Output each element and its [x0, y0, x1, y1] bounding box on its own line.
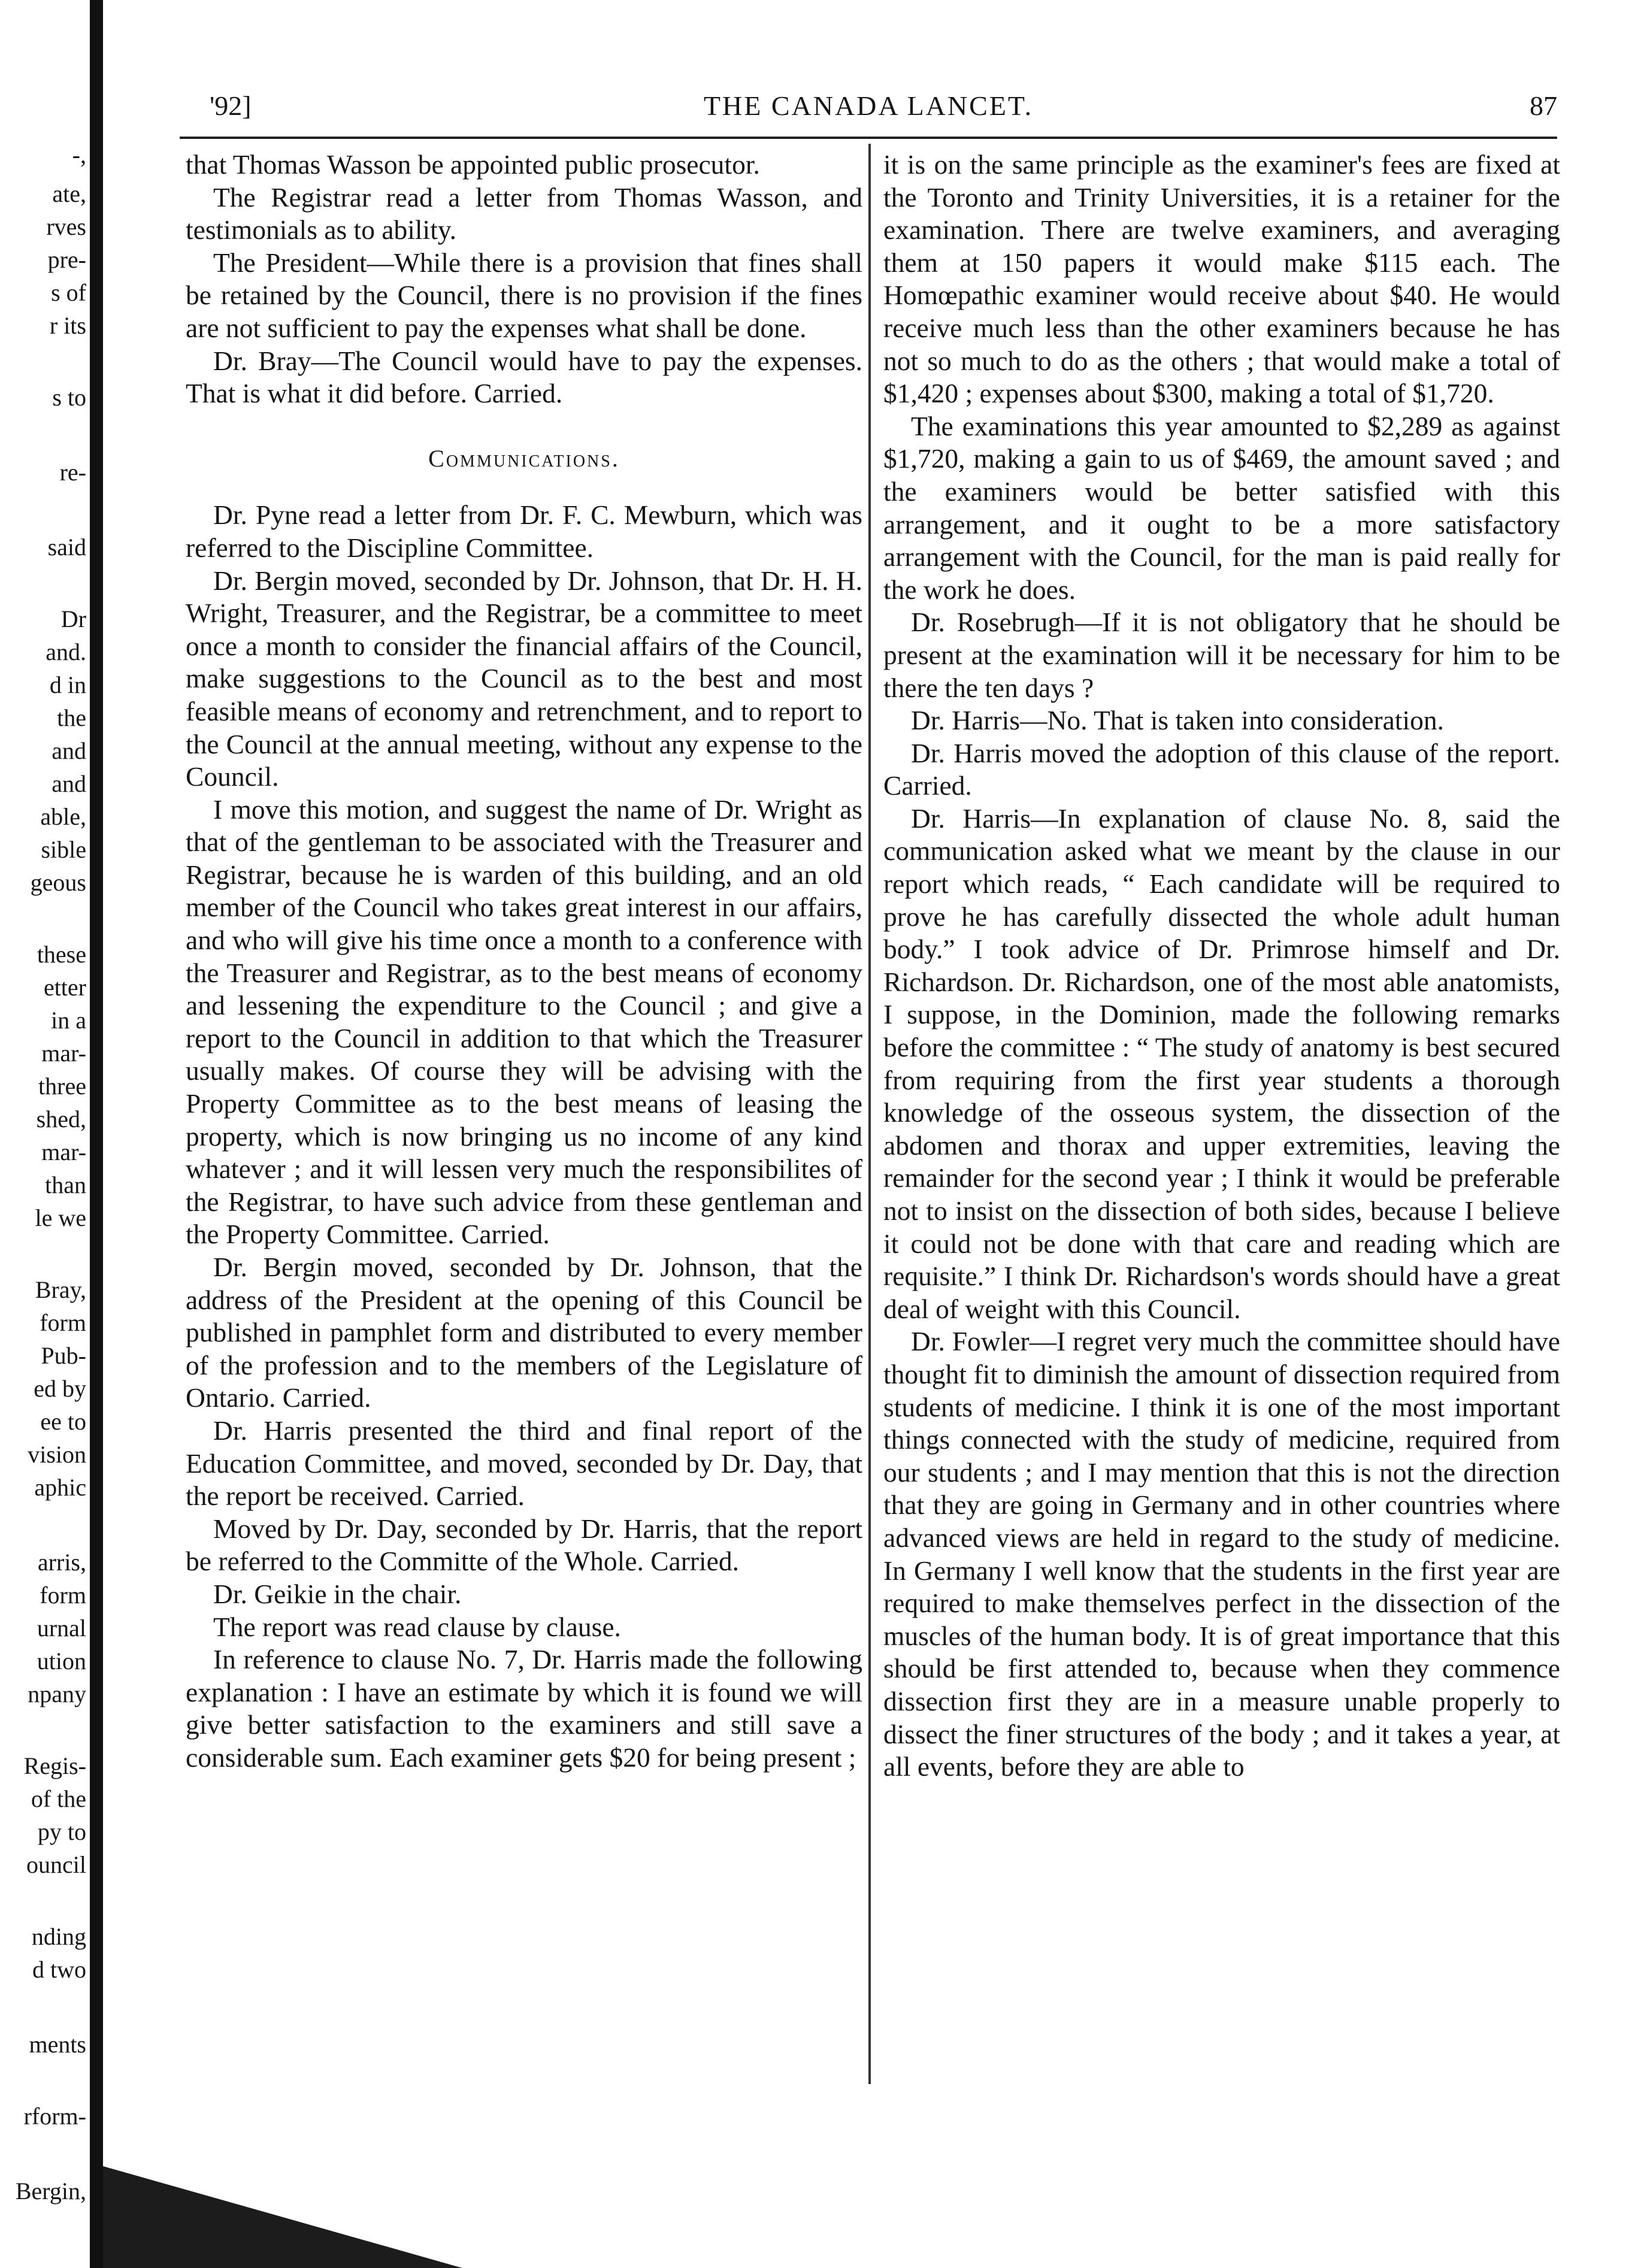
edge-text-fragment: able, — [40, 803, 86, 830]
left-column — [186, 149, 862, 1775]
edge-text-fragment: Bergin, — [15, 2178, 86, 2205]
header-rule — [180, 137, 1557, 139]
edge-text-fragment: s of — [51, 279, 86, 306]
edge-text-fragment: and. — [46, 638, 86, 665]
edge-text-fragment: npany — [28, 1680, 86, 1707]
edge-text-fragment: rform- — [23, 2103, 86, 2130]
edge-text-fragment: ouncil — [26, 1851, 86, 1878]
edge-text-fragment: Bray, — [35, 1276, 86, 1303]
edge-text-fragment: aphic — [34, 1474, 86, 1501]
paragraph: it is on the same principle as the examiner's fees are fixed at the Toronto and Trinity Universities, it is a retainer for the examination. There are twelve examiners, and averaging them at 150 papers it would make $115 each. The Homœpathic examiner would receive about $40. He would receive much less than the other examiners because he has not so much to do as the others ; that would make a total of $1,420 ; expenses about $300, making a total of $1,720. — [883, 149, 1560, 409]
page-year-marker: '92] — [210, 90, 252, 121]
edge-text-fragment: pre- — [47, 246, 86, 273]
edge-text-fragment: form — [40, 1309, 86, 1336]
paragraph: that Thomas Wasson be appointed public prosecutor. — [186, 149, 760, 180]
paragraph: Dr. Pyne read a letter from Dr. F. C. Mewburn, which was referred to the Discipline Committee. — [186, 499, 862, 563]
paragraph: Dr. Harris—In explanation of clause No. 8, said the communication asked what we meant by the clause in our report which reads, “ Each candidate will be required to prove he has carefully dissected the whole adult human body.” I took advice of Dr. Primrose himself and Dr. Richardson. Dr. Richardson, one of the most able anatomists, I suppose, in the Dominion, made the following remarks before the committee : “ The study of anatomy is best secured from requiring from the first year students a thorough knowledge of the osseous system, the dissection of the abdomen and thorax and upper extremities, leaving the remainder for the second year ; I think it would be preferable not to insist on the dissection of both sides, because I believe it could not be done with that care and reading which are requisite.” I think Dr. Richardson's words should have a great deal of weight with this Council. — [883, 803, 1560, 1324]
edge-text-fragment: said — [47, 534, 86, 561]
paragraph: Dr. Geikie in the chair. — [213, 1578, 462, 1609]
edge-text-fragment: etter — [43, 974, 86, 1001]
paragraph: Dr. Rosebrugh—If it is not obligatory that he should be present at the examination will it be necessary for him to be there the ten days ? — [883, 607, 1560, 703]
paragraph: Moved by Dr. Day, seconded by Dr. Harris, that the report be referred to the Committe of the Whole. Carried. — [186, 1513, 862, 1577]
edge-text-fragment: arris, — [37, 1549, 86, 1576]
paragraph: I move this motion, and suggest the name of Dr. Wright as that of the gentleman to be associated with the Treasurer and Registrar, because he is warden of this building, and an old member of the Council who takes great interest in our affairs, and who will give his time once a month to a conference with the Treasurer and Registrar, as to the best means of economy and lessening the expenditure to the Council ; and give a report to the Council in addition to that which the Treasurer usually makes. Of course they will be advising with the Property Committee as to the best means of leasing the property, which is now bringing us no income of any kind whatever ; and it will lessen very much the responsibilites of the Registrar, to have such advice from these gentleman and the Property Committee. Carried. — [186, 794, 862, 1250]
edge-text-fragment: geous — [30, 869, 86, 896]
paragraph: Dr. Harris moved the adoption of this clause of the report. Carried. — [883, 737, 1560, 801]
edge-text-fragment: mar- — [41, 1040, 86, 1067]
paragraph: The report was read clause by clause. — [213, 1611, 621, 1642]
edge-text-fragment: nding — [31, 1923, 86, 1950]
paragraph: Dr. Fowler—I regret very much the committee should have thought fit to diminish the amount of dissection required from students of medicine. I think it is one of the most important things connected with the study of medicine, required from our students ; and I may mention that this is not the direction that they are going in Germany and in other countries where advanced views are held in regard to the study of medicine. In Germany I well know that the students in the first year are required to make themselves perfect in the dissection of the muscles of the human body. It is of great importance that this should be first attended to, because when they commence dissection first they are in a measure unable properly to dissect the finer structures of the body ; and it takes a year, at all events, before they are able to — [883, 1326, 1560, 1782]
edge-text-fragment: ments — [29, 2031, 86, 2058]
page-number: 87 — [1530, 90, 1557, 121]
edge-text-fragment: shed, — [36, 1106, 86, 1133]
paragraph: Dr. Harris—No. That is taken into consideration. — [911, 705, 1445, 736]
edge-text-fragment: three — [38, 1073, 86, 1100]
edge-text-fragment: re- — [59, 459, 86, 486]
paragraph: Dr. Harris presented the third and final report of the Education Committee, and moved, seconded by Dr. Day, that the report be received. Carried. — [186, 1415, 862, 1512]
edge-text-fragment: in a — [51, 1007, 86, 1034]
previous-page-edge — [0, 0, 90, 2268]
edge-text-fragment: mar- — [41, 1138, 86, 1165]
edge-text-fragment: the — [57, 704, 86, 731]
edge-text-fragment: Pub- — [41, 1342, 86, 1369]
edge-text-fragment: form — [40, 1582, 86, 1609]
edge-text-fragment: r its — [49, 312, 86, 339]
paragraph: In reference to clause No. 7, Dr. Harris made the following explanation : I have an estimate by which it is found we will give better satisfaction to the examiners and still save a considerable sum. Each examiner gets $20 for being present ; — [186, 1644, 862, 1773]
page-header — [180, 90, 1557, 138]
edge-text-fragment: Dr — [60, 605, 86, 632]
edge-text-fragment: d two — [32, 1956, 86, 1983]
section-heading: Communications. — [428, 444, 620, 472]
edge-text-fragment: s to — [52, 384, 86, 411]
edge-text-fragment: py to — [37, 1818, 86, 1845]
right-column — [883, 149, 1560, 1783]
column-divider — [868, 144, 871, 2084]
edge-text-fragment: than — [45, 1171, 86, 1198]
paragraph: Dr. Bray—The Council would have to pay the expenses. That is what it did before. Carried. — [186, 345, 862, 409]
edge-text-fragment: ed by — [34, 1375, 86, 1402]
edge-text-fragment: sible — [41, 836, 86, 863]
paragraph: The President—While there is a provision that fines shall be retained by the Council, there is no provision if the fines are not sufficient to pay the expenses what shall be done. — [186, 247, 862, 343]
binding-shadow — [103, 2166, 462, 2268]
journal-title: THE CANADA LANCET. — [703, 90, 1034, 121]
edge-text-fragment: Regis- — [23, 1752, 86, 1779]
paragraph: Dr. Bergin moved, seconded by Dr. Johnson, that the address of the President at the opening of this Council be published in pamphlet form and distributed to every member of the profession and to the members of the Legislature of Ontario. Carried. — [186, 1252, 862, 1413]
edge-text-fragment: and — [52, 737, 86, 764]
edge-text-fragment: le we — [35, 1204, 86, 1231]
paragraph: Dr. Bergin moved, seconded by Dr. Johnson, that Dr. H. H. Wright, Treasurer, and the Registrar, be a committee to meet once a month to consider the financial affairs of the Council, make suggestions to the Council as to the best and most feasible means of economy and retrenchment, and to report to the Council at the annual meeting, without any expense to the Council. — [186, 565, 862, 792]
edge-text-fragment: ee to — [40, 1408, 86, 1435]
paragraph: The Registrar read a letter from Thomas Wasson, and testimonials as to ability. — [186, 181, 862, 246]
edge-text-fragment: of the — [31, 1785, 86, 1812]
edge-text-fragment: d in — [49, 671, 86, 698]
edge-text-fragment: vision — [28, 1441, 86, 1468]
book-spine-shadow — [90, 0, 103, 2268]
edge-text-fragment: urnal — [37, 1615, 86, 1642]
edge-text-fragment: -, — [72, 141, 86, 168]
edge-text-fragment: ate, — [52, 180, 86, 207]
paragraph: The examinations this year amounted to $2,289 as against $1,720, making a gain to us of $469, the amount saved ; and the examiners would be better satisfied with this arrangement, and it ought to be a more satisfactory arrangement with the Council, for the man is paid really for the work he does. — [883, 410, 1560, 605]
edge-text-fragment: ution — [37, 1648, 86, 1674]
edge-text-fragment: and — [52, 770, 86, 797]
edge-text-fragment: rves — [46, 213, 86, 240]
edge-text-fragment: these — [37, 941, 86, 968]
